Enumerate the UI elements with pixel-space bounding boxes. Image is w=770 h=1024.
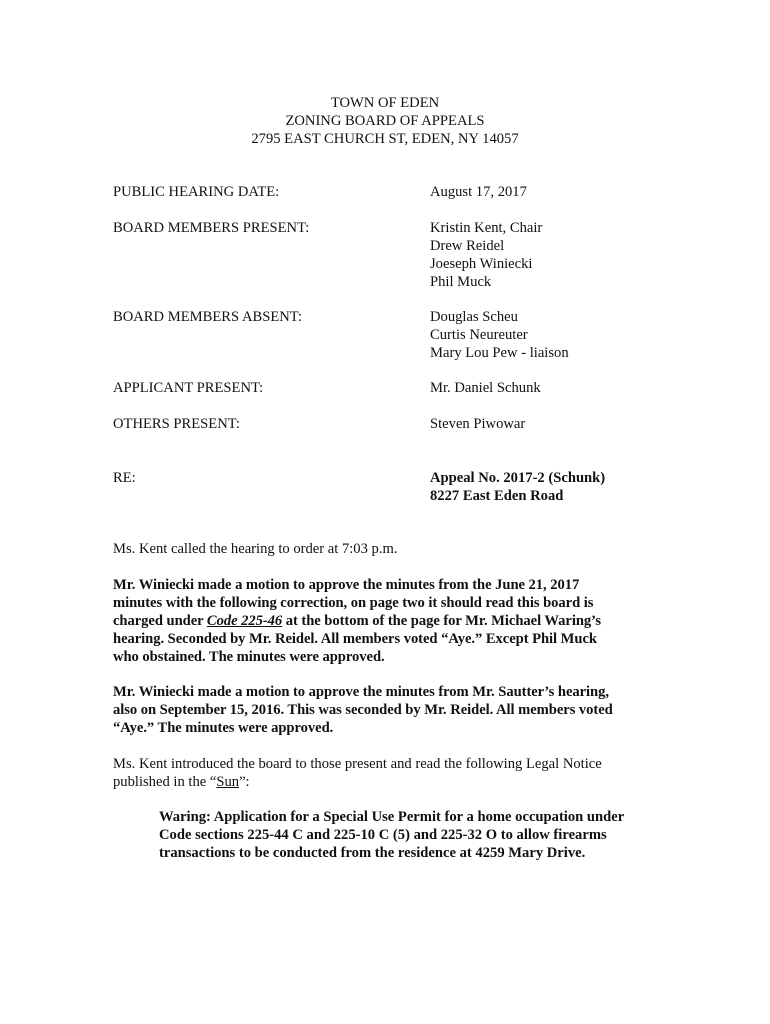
member-name: Joeseph Winiecki — [430, 256, 533, 272]
legal-notice-line: transactions to be conducted from the residence at 4259 Mary Drive. — [159, 845, 586, 861]
re-subject — [430, 469, 605, 505]
motion-1-line — [113, 612, 653, 630]
motion-2-paragraph — [113, 683, 653, 737]
appeal-address: 8227 East Eden Road — [430, 488, 564, 504]
legal-notice-line: Waring: Application for a Special Use Permit for a home occupation under — [159, 809, 625, 825]
hearing-date-label: PUBLIC HEARING DATE: — [113, 184, 280, 200]
others-present-value: Steven Piwowar — [430, 416, 526, 432]
board-name: ZONING BOARD OF APPEALS — [285, 113, 485, 129]
intro-text: ”: — [239, 774, 250, 790]
member-name: Phil Muck — [430, 274, 492, 290]
members-present-list — [430, 219, 542, 291]
intro-text: published in the “ — [113, 774, 217, 790]
intro-paragraph — [113, 755, 653, 791]
member-name: Kristin Kent, Chair — [430, 220, 543, 236]
re-label: RE: — [113, 470, 136, 486]
member-name: Douglas Scheu — [430, 309, 518, 325]
legal-notice — [159, 808, 659, 862]
members-present-label: BOARD MEMBERS PRESENT: — [113, 220, 310, 236]
motion-1-line: who obstained. The minutes were approved. — [113, 649, 385, 665]
newspaper-name: Sun — [216, 774, 240, 790]
call-to-order-paragraph — [113, 540, 653, 558]
intro-line — [113, 773, 653, 791]
member-name: Curtis Neureuter — [430, 327, 528, 343]
motion-1-text: charged under — [113, 613, 207, 629]
legal-notice-line: Code sections 225-44 C and 225-10 C (5) and 225-32 O to allow firearms — [159, 827, 607, 843]
board-address: 2795 EAST CHURCH ST, EDEN, NY 14057 — [251, 131, 519, 147]
intro-line: Ms. Kent introduced the board to those present and read the following Legal Notice — [113, 756, 602, 772]
others-present-label: OTHERS PRESENT: — [113, 416, 240, 432]
document-header — [0, 94, 770, 148]
appeal-number: Appeal No. 2017-2 (Schunk) — [430, 470, 606, 486]
motion-1-line: minutes with the following correction, on page two it should read this board is — [113, 595, 594, 611]
motion-1-text: at the bottom of the page for Mr. Michael Waring’s — [282, 613, 602, 629]
member-name: Drew Reidel — [430, 238, 505, 254]
motion-2-line: “Aye.” The minutes were approved. — [113, 720, 334, 736]
motion-1-line: hearing. Seconded by Mr. Reidel. All members voted “Aye.” Except Phil Muck — [113, 631, 597, 647]
members-absent-label: BOARD MEMBERS ABSENT: — [113, 309, 303, 325]
member-name: Mary Lou Pew - liaison — [430, 345, 569, 361]
motion-2-line: Mr. Winiecki made a motion to approve the minutes from Mr. Sautter’s hearing, — [113, 684, 609, 700]
call-to-order-text: Ms. Kent called the hearing to order at 7:03 p.m. — [113, 541, 398, 557]
town-name: TOWN OF EDEN — [330, 95, 440, 111]
motion-2-line: also on September 15, 2016. This was seconded by Mr. Reidel. All members voted — [113, 702, 613, 718]
hearing-date-value: August 17, 2017 — [430, 184, 527, 200]
applicant-present-value: Mr. Daniel Schunk — [430, 380, 541, 396]
code-reference: Code 225-46 — [206, 613, 283, 629]
motion-1-paragraph — [113, 576, 653, 666]
members-absent-list — [430, 308, 569, 362]
motion-1-line: Mr. Winiecki made a motion to approve the minutes from the June 21, 2017 — [113, 577, 580, 593]
applicant-present-label: APPLICANT PRESENT: — [113, 380, 264, 396]
